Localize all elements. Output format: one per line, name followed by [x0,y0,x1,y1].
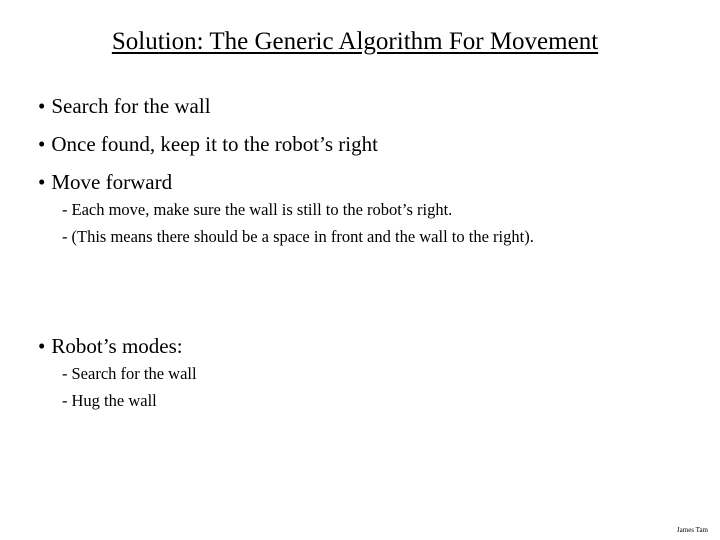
sub-item-text: (This means there should be a space in front and the wall to the right). [71,227,534,246]
bullet-text: Search for the wall [51,94,211,118]
sub-item-text: Search for the wall [71,364,197,383]
bullet-text: Once found, keep it to the robot’s right [51,132,378,156]
bullet-item [38,170,172,195]
sub-item-symbol: - [62,391,68,410]
sub-item-text: Each move, make sure the wall is still to the robot’s right. [71,200,453,219]
sub-item [62,391,157,411]
sub-item-symbol: - [62,200,68,219]
bullet-symbol: • [38,170,46,194]
bullet-symbol: • [38,334,46,358]
sub-item [62,200,452,220]
slide-title: Solution: The Generic Algorithm For Movement [111,28,599,55]
sub-item-text: Hug the wall [71,391,157,410]
bullet-item [38,334,183,359]
sub-item [62,364,197,384]
bullet-text: Move forward [51,170,173,194]
bullet-symbol: • [38,132,46,156]
bullet-item [38,94,211,119]
bullet-item [38,132,378,157]
footer-author: James Tam [676,526,708,534]
sub-item-symbol: - [62,364,68,383]
sub-item [62,227,534,247]
sub-item-symbol: - [62,227,68,246]
bullet-symbol: • [38,94,46,118]
bullet-text: Robot’s modes: [51,334,183,358]
